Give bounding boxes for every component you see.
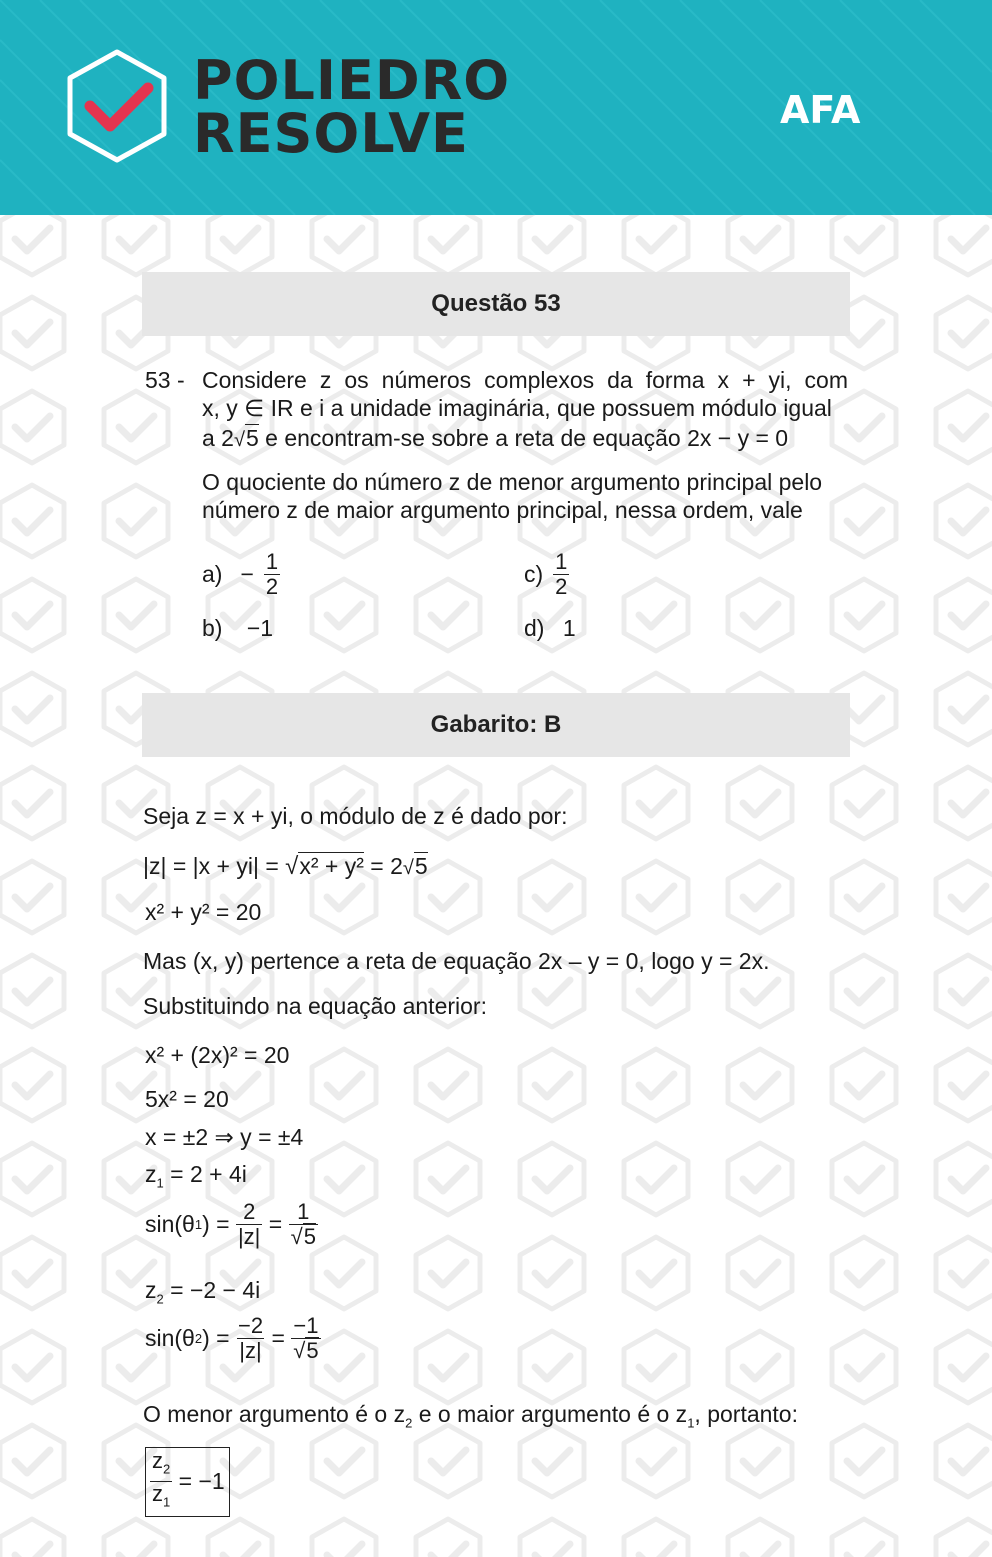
option-a-sign: − bbox=[240, 561, 254, 587]
final-den-symbol: z bbox=[152, 1481, 163, 1507]
sin1-frac2-num: 1 bbox=[297, 1199, 310, 1224]
sin1-frac1-num: 2 bbox=[243, 1199, 256, 1224]
z1-value: = 2 + 4i bbox=[163, 1161, 247, 1187]
sin2-frac1-den: |z| bbox=[239, 1338, 262, 1363]
option-a-label: a) bbox=[202, 561, 223, 587]
option-c-numerator: 1 bbox=[555, 549, 568, 574]
option-b-value: −1 bbox=[246, 615, 274, 641]
option-a-numerator: 1 bbox=[265, 549, 279, 574]
final-num bbox=[150, 1449, 172, 1481]
final-num-sub: 2 bbox=[163, 1461, 171, 1477]
answer-key-bar bbox=[142, 693, 850, 757]
sin2-eq: ) = bbox=[202, 1325, 236, 1351]
equation-z2 bbox=[145, 1276, 260, 1314]
brand-line-1: POLIEDRO bbox=[193, 49, 511, 112]
z1-symbol: z bbox=[145, 1161, 157, 1187]
exam-name: AFA bbox=[780, 88, 861, 132]
sin2-frac2-den: √5 bbox=[293, 1338, 319, 1363]
sin2-fraction-2 bbox=[291, 1314, 320, 1363]
sin1-fraction-1 bbox=[236, 1200, 262, 1249]
equation-1: x² + (2x)² = 20 bbox=[145, 1042, 290, 1068]
equation-2: 5x² = 20 bbox=[145, 1086, 229, 1112]
concl-part-c: , portanto: bbox=[694, 1401, 798, 1427]
modulus-rhs-radicand: 5 bbox=[414, 853, 428, 879]
z2-subscript: 2 bbox=[156, 1291, 164, 1307]
sin1-eq: ) = bbox=[202, 1211, 236, 1237]
option-c[interactable] bbox=[524, 550, 569, 599]
equation-3: x = ±2 ⇒ y = ±4 bbox=[145, 1124, 304, 1150]
z2-symbol: z bbox=[145, 1277, 157, 1303]
option-a-denominator: 2 bbox=[265, 574, 279, 599]
header-banner bbox=[0, 0, 992, 215]
question-title-bar bbox=[142, 272, 850, 336]
option-a[interactable] bbox=[202, 550, 280, 599]
z1-subscript: 1 bbox=[156, 1175, 164, 1191]
solution-intro: Seja z = x + yi, o módulo de z é dado por: bbox=[143, 803, 568, 829]
option-c-label: c) bbox=[524, 561, 544, 587]
option-d-label: d) bbox=[524, 615, 545, 641]
option-b[interactable] bbox=[202, 614, 273, 643]
modulus-radicand: x² + y² bbox=[299, 853, 364, 879]
question-line-1: Considere z os números complexos da forma x + yi, com bbox=[202, 367, 848, 393]
option-c-fraction bbox=[553, 550, 569, 599]
modulus-rhs: = 2 bbox=[363, 853, 403, 879]
final-equals: = −1 bbox=[172, 1468, 225, 1495]
z2-value: = −2 − 4i bbox=[163, 1277, 261, 1303]
sin1-frac2-den: √5 bbox=[290, 1224, 316, 1249]
option-c-denominator: 2 bbox=[555, 574, 568, 599]
q-line3-suffix: e encontram-se sobre a reta de equação 2x − y = 0 bbox=[258, 425, 789, 451]
sin2-frac2-num: −1 bbox=[293, 1313, 319, 1338]
question-title: Questão 53 bbox=[431, 290, 561, 317]
final-den bbox=[150, 1481, 172, 1514]
sin2-subscript: 2 bbox=[194, 1331, 203, 1346]
sum-squares-equation: x² + y² = 20 bbox=[145, 899, 262, 925]
question-line-2: x, y ∈ IR e i a unidade imaginária, que possuem módulo igual bbox=[202, 395, 832, 421]
q-line3-prefix: a 2 bbox=[202, 425, 234, 451]
sine-theta2-equation bbox=[145, 1314, 321, 1363]
brand-line-2: RESOLVE bbox=[193, 102, 469, 165]
sin2-frac1-num: −2 bbox=[237, 1313, 264, 1338]
concl-sub-2: 1 bbox=[687, 1415, 695, 1431]
option-a-fraction bbox=[264, 550, 280, 599]
question-number: 53 - bbox=[145, 367, 185, 393]
final-den-sub: 1 bbox=[163, 1494, 171, 1510]
question-line-3: a 2√5 e encontram-se sobre a reta de equação 2x − y = 0 bbox=[202, 425, 789, 451]
sin2-prefix: sin(θ bbox=[145, 1325, 195, 1351]
sin2-frac2-radicand: 5 bbox=[306, 1338, 319, 1363]
option-d-value: 1 bbox=[562, 615, 576, 641]
option-b-label: b) bbox=[202, 615, 223, 641]
poliedro-logo-icon bbox=[62, 48, 172, 164]
q-line3-radicand: 5 bbox=[245, 425, 259, 451]
sin1-eq2: = bbox=[262, 1211, 289, 1237]
sin1-subscript: 1 bbox=[194, 1217, 203, 1232]
sin1-prefix: sin(θ bbox=[145, 1211, 195, 1237]
conclusion-line bbox=[143, 1400, 798, 1438]
sin1-frac2-radicand: 5 bbox=[303, 1224, 316, 1249]
sine-theta1-equation bbox=[145, 1200, 318, 1249]
question-para2-line-2: número z de maior argumento principal, nessa ordem, vale bbox=[202, 497, 803, 523]
equation-z1 bbox=[145, 1160, 247, 1198]
concl-part-a: O menor argumento é o z bbox=[143, 1401, 406, 1427]
line-reta: Mas (x, y) pertence a reta de equação 2x – y = 0, logo y = 2x. bbox=[143, 948, 770, 974]
concl-sub-1: 2 bbox=[405, 1415, 413, 1431]
line-substituting: Substituindo na equação anterior: bbox=[143, 993, 487, 1019]
concl-part-b: e o maior argumento é o z bbox=[412, 1401, 688, 1427]
modulus-lhs: |z| = |x + yi| = bbox=[143, 853, 286, 879]
option-d[interactable] bbox=[524, 614, 576, 643]
answer-key-title: Gabarito: B bbox=[430, 711, 562, 738]
question-para2-line-1: O quociente do número z de menor argumento principal pelo bbox=[202, 469, 823, 495]
sin2-fraction-1 bbox=[236, 1314, 265, 1363]
sin1-frac1-den: |z| bbox=[237, 1224, 261, 1249]
sin1-fraction-2 bbox=[289, 1200, 318, 1249]
final-num-symbol: z bbox=[152, 1448, 163, 1473]
modulus-equation: |z| = |x + yi| = √x² + y² = 2√5 bbox=[143, 853, 428, 880]
final-answer-box bbox=[145, 1446, 230, 1517]
brand-title bbox=[193, 49, 511, 165]
final-fraction bbox=[150, 1449, 172, 1515]
sin2-eq2: = bbox=[265, 1325, 292, 1351]
